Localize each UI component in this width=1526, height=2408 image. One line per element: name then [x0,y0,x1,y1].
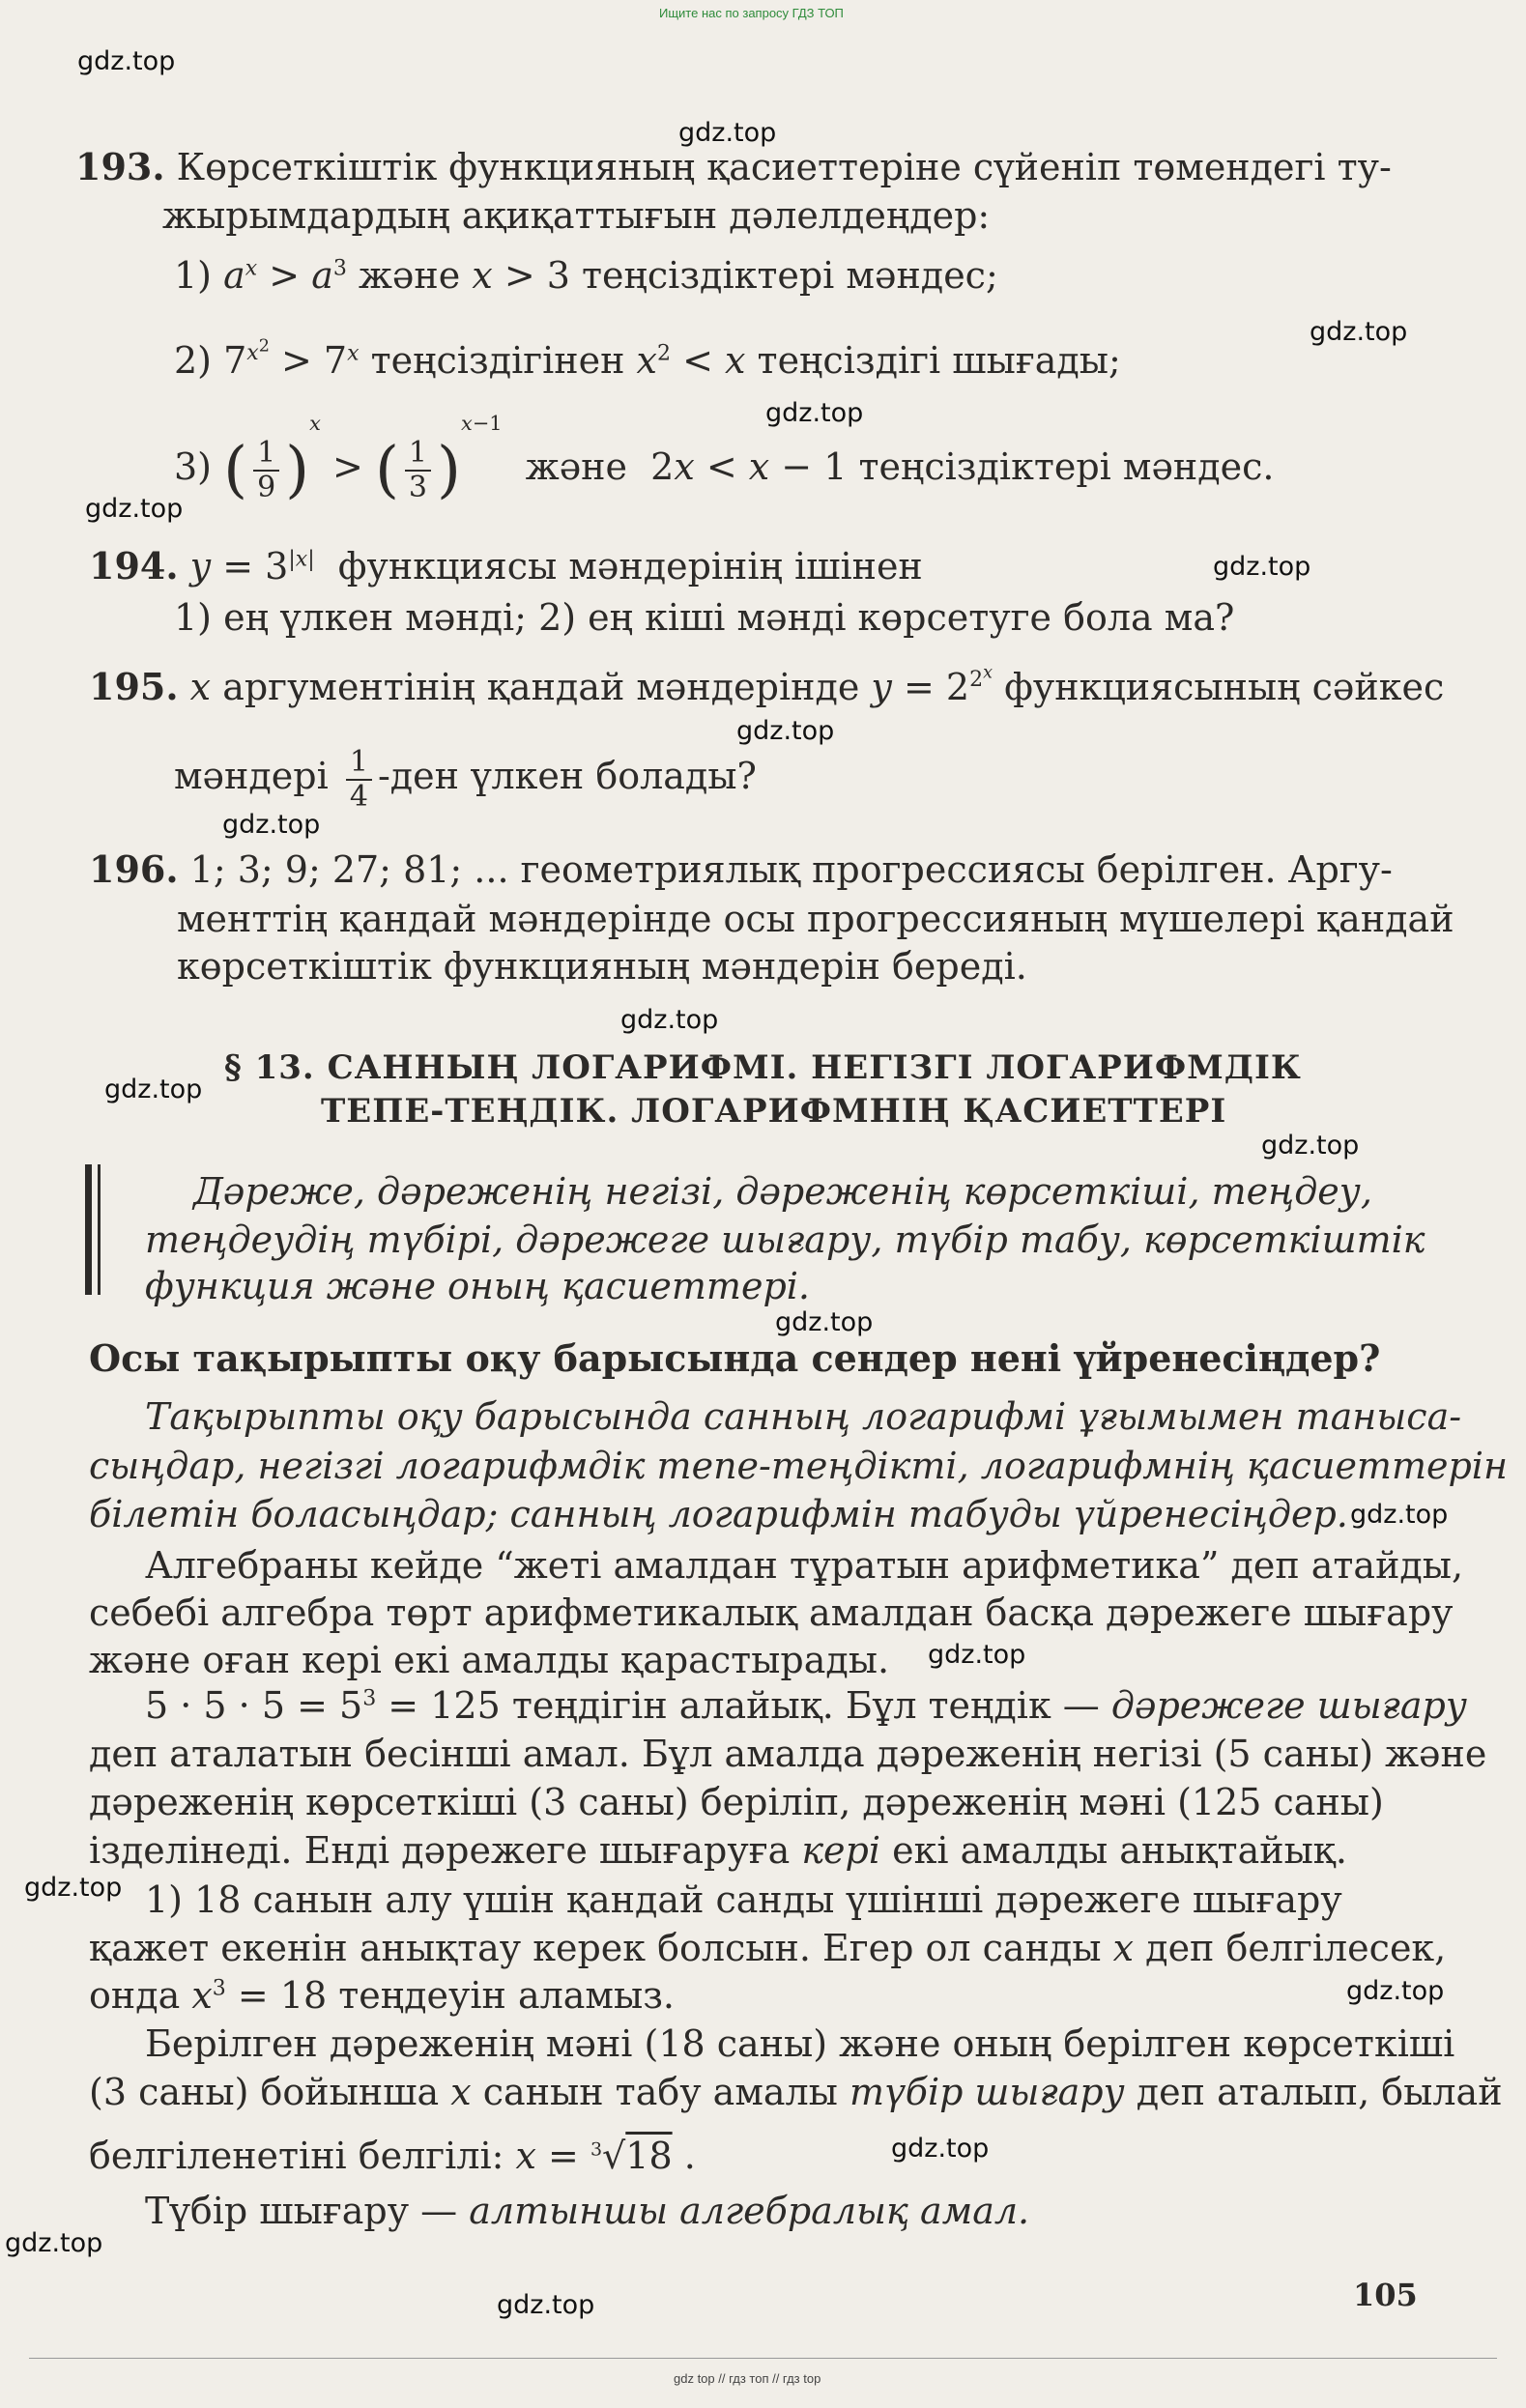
paragraph1-line1: Алгебраны кейде “жеті амалдан тұратын арифметика” деп атайды, [145,1544,1464,1587]
watermark: gdz.top [1213,552,1311,582]
intro-line3: білетін боласыңдар; санның логарифмін табуды үйренесіңдер. [89,1493,1348,1535]
keyword-bar [85,1164,92,1295]
section-heading-line2: ТЕПЕ-ТЕҢДІК. ЛОГАРИФМНІҢ ҚАСИЕТТЕРІ [321,1092,1227,1131]
watermark: gdz.top [1261,1131,1360,1161]
question-heading: Осы тақырыпты оқу барысында сендер нені үйренесіңдер? [89,1336,1381,1380]
exercise-195-line1: 195. x аргументінің қандай мәндерінде $y = 2^{2^x}$ функциясының сәйкес [89,664,1445,708]
watermark: gdz.top [5,2228,103,2258]
exercise-193-item2: 2) $7^{x^2} > 7^x$ теңсіздігінен $x^2 < x$ теңсіздігі шығады; [174,337,1121,382]
watermark: gdz.top [85,494,184,524]
exercise-196-line3: көрсеткіштік функцияның мәндерін береді. [177,945,1027,988]
exercise-196-line1: 196. 1; 3; 9; 27; 81; ... геометриялық прогрессиясы берілген. Аргу- [89,847,1393,891]
keywords-line2: теңдеудің түбірі, дәрежеге шығару, түбір табу, көрсеткіштік [145,1218,1425,1261]
watermark: gdz.top [24,1873,123,1903]
page-number: 105 [1353,2277,1418,2313]
paragraph4-line1: Берілген дәреженің мәні (18 саны) және оның берілген көрсеткіші [145,2022,1455,2065]
watermark: gdz.top [775,1307,874,1337]
paragraph2-line1: $5 \cdot 5 \cdot 5 = 5^3 = 125$ теңдігін алайық. Бұл теңдік — дәрежеге шығару [145,1684,1467,1727]
watermark: gdz.top [928,1640,1026,1670]
top-banner: Ищите нас по запросу ГДЗ ТОП [659,6,844,20]
exercise-193-line2: жырымдардың ақиқаттығын дәлелдеңдер: [162,194,991,237]
watermark: gdz.top [1310,317,1408,347]
watermark: gdz.top [620,1005,719,1035]
watermark: gdz.top [891,2134,990,2164]
watermark: gdz.top [765,398,864,428]
intro-line2: сыңдар, негізгі логарифмдік тепе-теңдікті, логарифмнің қасиеттерін [89,1445,1508,1487]
paragraph2-line4: ізделінеді. Енді дәрежеге шығаруға кері екі амалды анықтайық. [89,1829,1347,1872]
watermark: gdz.top [736,716,835,746]
exercise-193-line1: 193. Көрсеткіштік функцияның қасиеттеріне сүйеніп төмендегі ту- [75,145,1392,188]
exercise-number: 194. [89,544,179,588]
paragraph5: Түбір шығару — алтыншы алгебралық амал. [145,2190,1030,2232]
paragraph2-line2: деп аталатын бесінші амал. Бұл амалда дәреженің негізі (5 саны) және [89,1733,1487,1775]
bottom-rule [29,2358,1497,2359]
section-heading-line1: § 13. САННЫҢ ЛОГАРИФМІ. НЕГІЗГІ ЛОГАРИФМДІК [224,1048,1302,1087]
keyword-bar [98,1164,101,1295]
watermark: gdz.top [497,2290,595,2320]
keywords-line1: Дәреже, дәреженің негізі, дәреженің көрсеткіші, теңдеу, [193,1170,1372,1213]
exercise-193-item1: 1) $a^x > a^3$ және x > 3 теңсіздіктері мәндес; [174,254,998,297]
paragraph4-line3: белгіленетіні белгілі: x = $^3$√18 . [89,2135,696,2177]
watermark: gdz.top [222,810,321,840]
exercise-195-line2: мәндері $\frac{1}{4}$ -ден үлкен болады? [174,744,757,814]
bottom-banner: gdz top // гдз топ // гдз top [674,2371,821,2386]
paragraph2-line3: дәреженің көрсеткіші (3 саны) беріліп, дәреженің мәні (125 саны) [89,1781,1384,1823]
paragraph3-line3: онда $x^3 = 18$ теңдеуін аламыз. [89,1974,676,2017]
paragraph3-line1: 1) 18 санын алу үшін қандай санды үшінші дәрежеге шығару [145,1878,1342,1921]
keywords-line3: функция және оның қасиеттері. [145,1265,811,1307]
paragraph3-line2: қажет екенін анықтау керек болсын. Егер ол санды x деп белгілесек, [89,1927,1447,1969]
watermark: gdz.top [1350,1500,1449,1530]
exercise-number: 195. [89,665,179,708]
paragraph4-line2: (3 саны) бойынша x санын табу амалы түбір шығару деп аталып, былай [89,2071,1503,2113]
paragraph1-line3: және оған кері екі амалды қарастырады. [89,1639,890,1681]
paragraph1-line2: себебі алгебра төрт арифметикалық амалдан басқа дәрежеге шығару [89,1591,1454,1634]
exercise-194-line2: 1) ең үлкен мәнді; 2) ең кіші мәнді көрсетуге бола ма? [174,596,1235,639]
exercise-number: 193. [75,145,165,188]
watermark: gdz.top [77,46,176,76]
watermark: gdz.top [678,118,777,148]
exercise-194-line1: 194. $y = 3^{|x|}$ функциясы мәндерінің ішінен [89,544,923,588]
watermark: gdz.top [104,1075,203,1104]
exercise-number: 196. [89,847,179,891]
intro-line1: Тақырыпты оқу барысында санның логарифмі ұғымымен таныса- [145,1395,1462,1438]
watermark: gdz.top [1346,1976,1445,2006]
exercise-196-line2: менттің қандай мәндерінде осы прогрессияның мүшелері қандай [177,898,1454,940]
exercise-193-item3: 3) ( $\frac{1}{9}$ )$^x$ > ( $\frac{1}{3}$ )$^{x-1}$ және 2x < x − 1 теңсіздіктері мәндес. [174,412,1275,506]
